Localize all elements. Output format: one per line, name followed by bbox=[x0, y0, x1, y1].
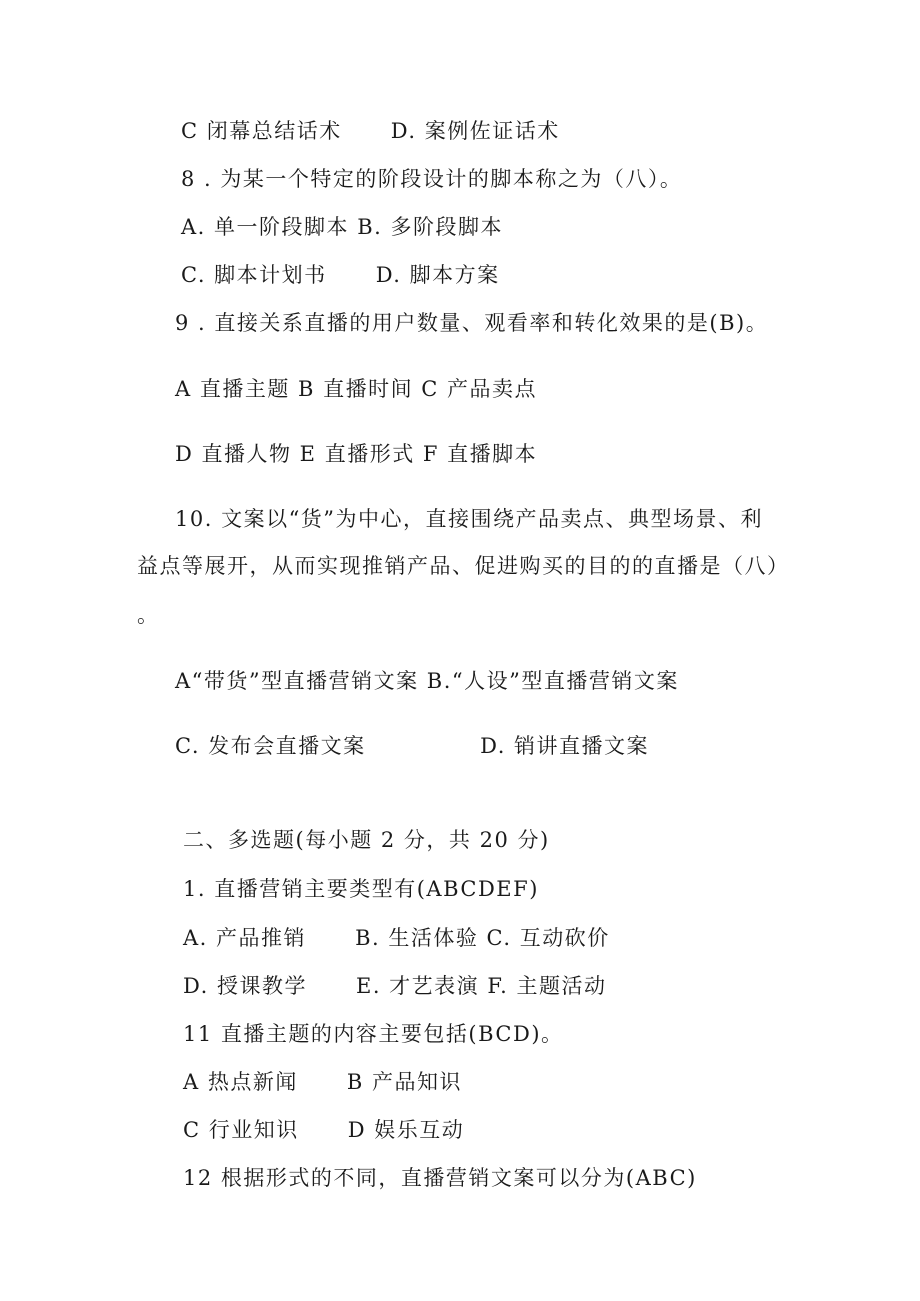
section-heading-multiple-choice: 二、多选题(每小题 2 分，共 20 分) bbox=[183, 828, 550, 852]
m11-options-ab: A 热点新闻 B 产品知识 bbox=[183, 1070, 462, 1094]
q7-options-cd: C 闭幕总结话术 D. 案例佐证话术 bbox=[181, 119, 560, 143]
m1-options-def: D. 授课教学 E. 才艺表演 F. 主题活动 bbox=[183, 974, 607, 998]
q10-question-line1: 10. 文案以“货”为中心，直接围绕产品卖点、典型场景、利 bbox=[175, 507, 764, 531]
q9-options-def: D 直播人物 E 直播形式 F 直播脚本 bbox=[175, 442, 538, 466]
m1-question: 1. 直播营销主要类型有(ABCDEF) bbox=[183, 877, 539, 901]
q9-question: 9 . 直接关系直播的用户数量、观看率和转化效果的是(B)。 bbox=[175, 311, 769, 335]
q10-question-line2: 益点等展开，从而实现推销产品、促进购买的目的的直播是（八） bbox=[137, 554, 790, 578]
m12-question: 12 根据形式的不同，直播营销文案可以分为(ABC) bbox=[183, 1166, 697, 1190]
m11-options-cd: C 行业知识 D 娱乐互动 bbox=[183, 1118, 465, 1142]
q8-question: 8 . 为某一个特定的阶段设计的脚本称之为（八）。 bbox=[181, 167, 683, 191]
q9-options-abc: A 直播主题 B 直播时间 C 产品卖点 bbox=[175, 377, 538, 401]
q10-options-ab: A“带货”型直播营销文案 B.“人设”型直播营销文案 bbox=[175, 669, 679, 693]
q8-options-ab: A. 单一阶段脚本 B. 多阶段脚本 bbox=[181, 215, 503, 239]
m11-question: 11 直播主题的内容主要包括(BCD)。 bbox=[183, 1022, 564, 1046]
q8-options-cd: C. 脚本计划书 D. 脚本方案 bbox=[181, 263, 500, 287]
m1-options-abc: A. 产品推销 B. 生活体验 C. 互动砍价 bbox=[183, 926, 610, 950]
q10-question-line3: 。 bbox=[137, 603, 160, 627]
q10-options-cd: C. 发布会直播文案 D. 销讲直播文案 bbox=[175, 734, 650, 758]
